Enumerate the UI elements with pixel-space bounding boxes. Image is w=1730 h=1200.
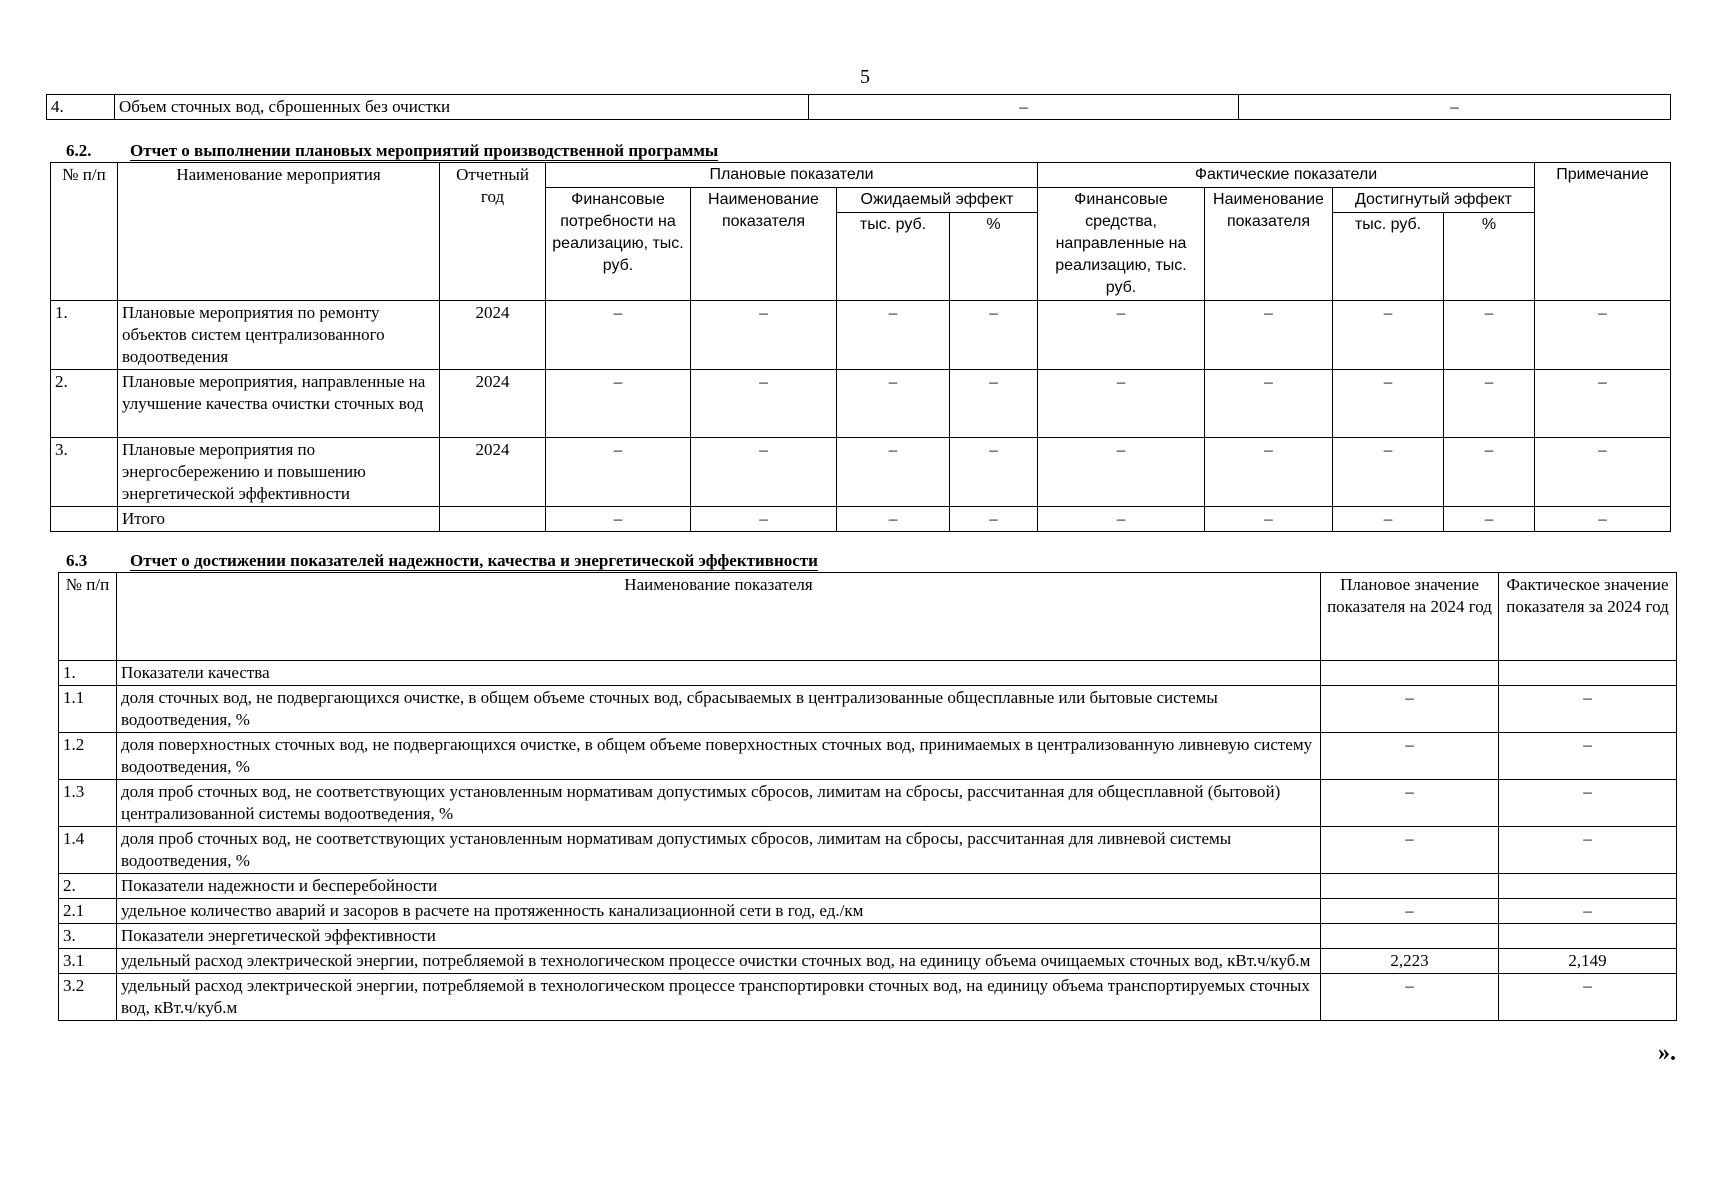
row-name: Показатели качества — [117, 661, 1321, 686]
row-name: удельный расход электрической энергии, потребляемой в технологическом процессе очистки сточных вод, на единицу объема очищаемых сточных вод, кВт.ч/куб.м — [117, 949, 1321, 974]
row-fact — [1499, 661, 1677, 686]
section-heading: Отчет о достижении показателей надежности, качества и энергетической эффективности — [130, 551, 818, 570]
measures-table — [50, 162, 1671, 532]
row-fact: – — [1499, 827, 1677, 874]
row-plan: – — [1321, 899, 1499, 924]
row-fact: – — [1499, 974, 1677, 1021]
row-fact — [1499, 874, 1677, 899]
row-name: Показатели энергетической эффективности — [117, 924, 1321, 949]
header-name: Наименование показателя — [117, 573, 1321, 661]
row-value: – — [546, 507, 691, 532]
row-number: 3.1 — [59, 949, 117, 974]
header-fact-fin: Финансовые средства, направленные на реализацию, тыс. руб. — [1038, 188, 1205, 301]
row-value: – — [1038, 507, 1205, 532]
row-number: 1.3 — [59, 780, 117, 827]
row-year: 2024 — [440, 438, 546, 507]
indicators-table — [58, 572, 1677, 1021]
table-row — [59, 780, 1677, 827]
row-value: – — [1205, 438, 1333, 507]
row-value: – — [1205, 370, 1333, 438]
row-value: – — [1333, 507, 1444, 532]
row-number: 2. — [59, 874, 117, 899]
row-plan: – — [1321, 780, 1499, 827]
row-value: – — [1333, 438, 1444, 507]
header-plan-effect: Ожидаемый эффект — [837, 188, 1038, 213]
header-plan: Плановые показатели — [546, 163, 1038, 188]
table-row — [59, 924, 1677, 949]
row-value: – — [837, 438, 950, 507]
row-fact — [1499, 924, 1677, 949]
header-plan-indicator: Наименование показателя — [691, 188, 837, 301]
row-value: – — [950, 370, 1038, 438]
section-6-3-title — [66, 551, 818, 571]
table-row — [59, 733, 1677, 780]
row-name: Объем сточных вод, сброшенных без очистки — [115, 95, 809, 120]
row-number: 1.2 — [59, 733, 117, 780]
row-number: 1.1 — [59, 686, 117, 733]
row-plan: – — [1321, 686, 1499, 733]
header-row — [59, 573, 1677, 661]
section-number: 6.2. — [66, 141, 92, 160]
header-plan-pct: % — [950, 213, 1038, 301]
row-number: 2. — [51, 370, 118, 438]
row-value: – — [1444, 507, 1535, 532]
header-num: № п/п — [59, 573, 117, 661]
row-value: – — [691, 301, 837, 370]
row-name: Плановые мероприятия по ремонту объектов систем централизованного водоотведения — [118, 301, 440, 370]
row-value: – — [1535, 370, 1671, 438]
row-value: – — [950, 507, 1038, 532]
row-value: – — [546, 438, 691, 507]
table-row — [51, 438, 1671, 507]
header-fact-rub: тыс. руб. — [1333, 213, 1444, 301]
row-value: – — [1038, 438, 1205, 507]
row-fact: – — [1499, 899, 1677, 924]
row-name: удельный расход электрической энергии, потребляемой в технологическом процессе транспортировки сточных вод, на единицу объема транспортируемых сточных вод, кВт.ч/куб.м — [117, 974, 1321, 1021]
table-row — [59, 874, 1677, 899]
row-value: – — [691, 507, 837, 532]
row-plan: – — [1321, 974, 1499, 1021]
row-fact: 2,149 — [1499, 949, 1677, 974]
row-value: – — [546, 301, 691, 370]
table-row — [59, 827, 1677, 874]
row-value: – — [1038, 370, 1205, 438]
total-row — [51, 507, 1671, 532]
header-note: Примечание — [1535, 163, 1671, 301]
row-value: – — [1444, 370, 1535, 438]
row-number: 3.2 — [59, 974, 117, 1021]
header-plan-fin: Финансовые потребности на реализацию, тыс. руб. — [546, 188, 691, 301]
row-year — [440, 507, 546, 532]
row-fact: – — [1499, 780, 1677, 827]
row-value: – — [1535, 507, 1671, 532]
row-year: 2024 — [440, 370, 546, 438]
row-number — [51, 507, 118, 532]
header-plan: Плановое значение показателя на 2024 год — [1321, 573, 1499, 661]
table-row — [59, 661, 1677, 686]
table-row — [47, 95, 1671, 120]
row-value: – — [1205, 301, 1333, 370]
table-row — [59, 974, 1677, 1021]
row-number: 1.4 — [59, 827, 117, 874]
header-year: Отчетный год — [440, 163, 546, 301]
row-number: 1. — [51, 301, 118, 370]
row-number: 3. — [59, 924, 117, 949]
row-name: Плановые мероприятия, направленные на улучшение качества очистки сточных вод — [118, 370, 440, 438]
row-name: доля сточных вод, не подвергающихся очистке, в общем объеме сточных вод, сбрасываемых в централизованные общесплавные или бытовые системы водоотведения, % — [117, 686, 1321, 733]
row-number: 2.1 — [59, 899, 117, 924]
section-number: 6.3 — [66, 551, 88, 570]
table-row — [59, 686, 1677, 733]
row-value: – — [546, 370, 691, 438]
row-number: 4. — [47, 95, 115, 120]
row-value: – — [837, 301, 950, 370]
row-name: Показатели надежности и бесперебойности — [117, 874, 1321, 899]
table-row — [51, 301, 1671, 370]
header-fact-effect: Достигнутый эффект — [1333, 188, 1535, 213]
row-value: – — [950, 438, 1038, 507]
row-value: – — [1038, 301, 1205, 370]
row-value: – — [809, 95, 1239, 120]
row-plan — [1321, 874, 1499, 899]
row-plan: – — [1321, 827, 1499, 874]
row-plan — [1321, 924, 1499, 949]
row-value: – — [1205, 507, 1333, 532]
row-year: 2024 — [440, 301, 546, 370]
top-row-table — [46, 94, 1671, 120]
row-number: 3. — [51, 438, 118, 507]
table-row — [59, 949, 1677, 974]
header-plan-rub: тыс. руб. — [837, 213, 950, 301]
page-number: 5 — [860, 66, 870, 88]
row-value: – — [1535, 301, 1671, 370]
header-fact-indicator: Наименование показателя — [1205, 188, 1333, 301]
header-row — [51, 163, 1671, 188]
section-6-2-title — [66, 141, 718, 161]
row-value: – — [837, 370, 950, 438]
row-number: 1. — [59, 661, 117, 686]
row-name: доля поверхностных сточных вод, не подвергающихся очистке, в общем объеме поверхностных сточных вод, принимаемых в централизованную ливневую систему водоотведения, % — [117, 733, 1321, 780]
row-value: – — [691, 370, 837, 438]
header-name: Наименование мероприятия — [118, 163, 440, 301]
row-value: – — [1535, 438, 1671, 507]
total-label: Итого — [118, 507, 440, 532]
row-name: доля проб сточных вод, не соответствующих установленным нормативам допустимых сбросов, лимитам на сбросы, рассчитанная для ливневой системы водоотведения, % — [117, 827, 1321, 874]
row-plan — [1321, 661, 1499, 686]
row-fact: – — [1499, 733, 1677, 780]
row-value: – — [1239, 95, 1671, 120]
table-row — [51, 370, 1671, 438]
row-value: – — [1333, 301, 1444, 370]
row-name: Плановые мероприятия по энергосбережению и повышению энергетической эффективности — [118, 438, 440, 507]
row-value: – — [691, 438, 837, 507]
row-value: – — [1444, 438, 1535, 507]
header-fact: Фактическое значение показателя за 2024 год — [1499, 573, 1677, 661]
row-value: – — [950, 301, 1038, 370]
row-plan: – — [1321, 733, 1499, 780]
row-name: доля проб сточных вод, не соответствующих установленным нормативам допустимых сбросов, лимитам на сбросы, рассчитанная для общесплавной (бытовой) централизованной системы водоотведения, % — [117, 780, 1321, 827]
section-heading: Отчет о выполнении плановых мероприятий производственной программы — [130, 141, 719, 160]
row-value: – — [837, 507, 950, 532]
closing-quote-mark: ». — [1658, 1040, 1676, 1066]
row-plan: 2,223 — [1321, 949, 1499, 974]
header-fact: Фактические показатели — [1038, 163, 1535, 188]
row-name: удельное количество аварий и засоров в расчете на протяженность канализационной сети в год, ед./км — [117, 899, 1321, 924]
header-num: № п/п — [51, 163, 118, 301]
row-value: – — [1333, 370, 1444, 438]
header-fact-pct: % — [1444, 213, 1535, 301]
row-value: – — [1444, 301, 1535, 370]
table-row — [59, 899, 1677, 924]
row-fact: – — [1499, 686, 1677, 733]
